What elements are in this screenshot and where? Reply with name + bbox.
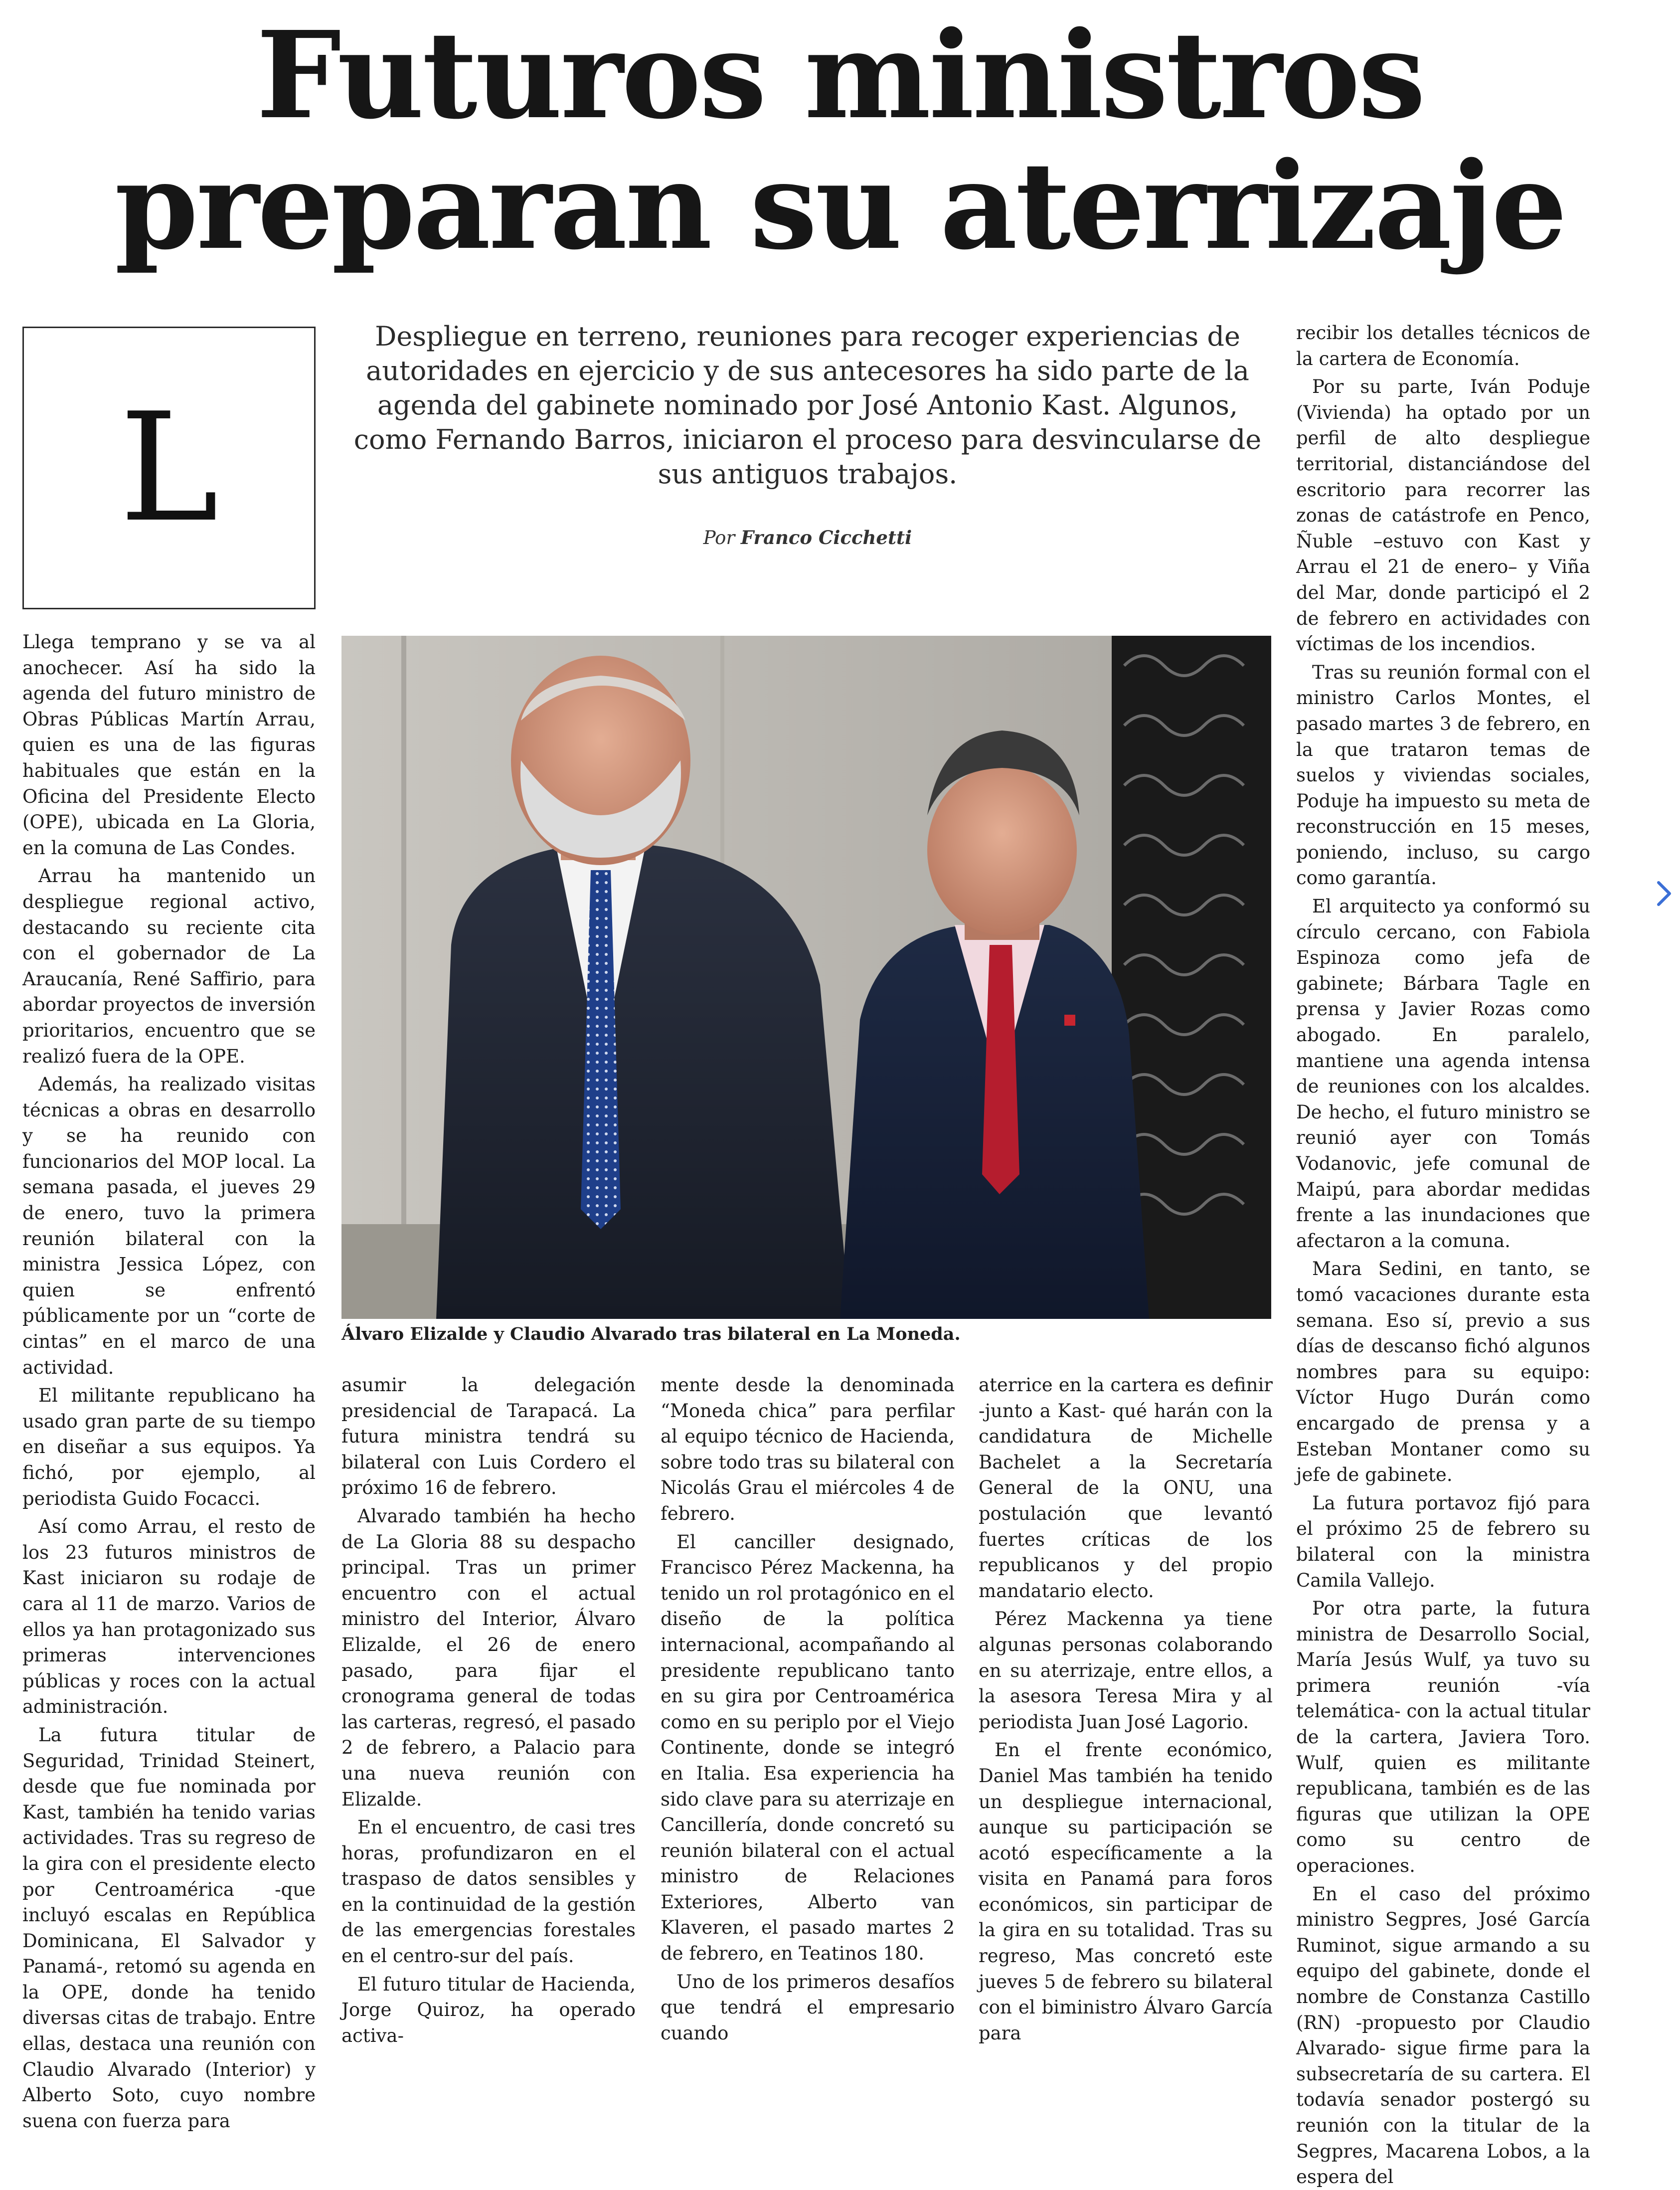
body-column-1 [22, 629, 316, 2132]
paragraph: Arrau ha mantenido un despliegue regional activo, destacando su reciente cita con el gobernador de La Araucanía, René Saffirio, para abordar proyectos de inversión prioritarios, encuentro que se realizó fuera de la OPE. [22, 865, 316, 1067]
paragraph: El futuro titular de Hacienda, Jorge Quiroz, ha operado activa- [341, 1973, 636, 2046]
paragraph: mente desde la denominada “Moneda chica” para perfilar al equipo técnico de Hacienda, sobre todo tras su bilateral con Nicolás Grau el miércoles 4 de febrero. [661, 1374, 955, 1524]
paragraph: asumir la delegación presidencial de Tarapacá. La futura ministra tendrá su bilateral con Luis Cordero el próximo 16 de febrero. [341, 1374, 636, 1499]
paragraph: En el caso del próximo ministro Segpres, José García Ruminot, sigue armando a su equipo del gabinete, donde el nombre de Constanza Castillo (RN) -propuesto por Claudio Alvarado- sigue firme para la subsecretaría de su cartera. El todavía senador postergó su reunión con la titular de la Segpres, Macarena Lobos, a la espera del [1296, 1883, 1590, 2188]
paragraph: Tras su reunión formal con el ministro Carlos Montes, el pasado martes 3 de febrero, en la que trataron temas de suelos y viviendas sociales, Poduje ha impuesto su meta de reconstrucción en 15 meses, poniendo, incluso, su cargo como garantía. [1296, 661, 1590, 889]
paragraph: La futura portavoz fijó para el próximo 25 de febrero su bilateral con la ministra Camila Vallejo. [1296, 1492, 1590, 1591]
paragraph: Así como Arrau, el resto de los 23 futuros ministros de Kast iniciaron su rodaje de cara al 11 de marzo. Varios de ellos ya han protagonizado sus primeras intervenciones públicas y roces con la actual administración. [22, 1516, 316, 1718]
standfirst: Despliegue en terreno, reuniones para recoger experiencias de autoridades en ejercicio y de sus antecesores ha sido parte de la agenda del gabinete nominado por José Antonio Kast. Algunos, como Fernando Barros, iniciaron el proceso para desvincularse de sus antiguos trabajos. [353, 321, 1262, 490]
photo-caption: Álvaro Elizalde y Claudio Alvarado tras bilateral en La Moneda. [341, 1324, 961, 1344]
paragraph: Llega temprano y se va al anochecer. Así ha sido la agenda del futuro ministro de Obras Públicas Martín Arrau, quien es una de las figuras habituales que están en la Oficina del Presidente Electo (OPE), ubicada en La Gloria, en la comuna de Las Condes. [22, 631, 316, 859]
body-column-5 [1296, 320, 1590, 2188]
paragraph: Mara Sedini, en tanto, se tomó vacaciones durante esta semana. Eso sí, previo a sus días de descanso fichó algunos nombres para su equipo: Víctor Hugo Durán como encargado de prensa y a Esteban Montaner como su jefe de gabinete. [1296, 1258, 1590, 1486]
dropcap-letter: L [119, 380, 219, 555]
paragraph: Por su parte, Iván Poduje (Vivienda) ha optado por un perfil de alto despliegue territorial, distanciándose del escritorio para recorrer las zonas de catástrofe en Penco, Ñuble –estuvo con Kast y Arrau el 21 de enero– y Viña del Mar, donde participó el 2 de febrero en actividades con víctimas de los incendios. [1296, 376, 1590, 655]
paragraph: En el frente económico, Daniel Mas también ha tenido un despliegue internacional, aunque su participación se acotó específicamente a la visita en Panamá para foros económicos, sin participar de la gira en su totalidad. Tras su regreso, Mas concretó este jueves 5 de febrero su bilateral con el biministro Álvaro García para [979, 1739, 1273, 2044]
paragraph: Además, ha realizado visitas técnicas a obras en desarrollo y se ha reunido con funcionarios del MOP local. La semana pasada, el jueves 29 de enero, tuvo la primera reunión bilateral con la ministra Jessica López, con quien se enfrentó públicamente por un “corte de cintas” en el marco de una actividad. [22, 1074, 316, 1378]
paragraph: El arquitecto ya conformó su círculo cercano, con Fabiola Espinoza como jefa de gabinete; Bárbara Tagle en prensa y Javier Rozas como abogado. En paralelo, mantiene una agenda intensa de reuniones con los alcaldes. De hecho, el futuro ministro se reunió ayer con Tomás Vodanovic, jefe comunal de Maipú, para abordar medidas frente a las inundaciones que afectaron a la comuna. [1296, 896, 1590, 1252]
dropcap-box [22, 327, 316, 609]
paragraph: El militante republicano ha usado gran parte de su tiempo en diseñar a sus equipos. Ya fichó, por ejemplo, al periodista Guido Focacci. [22, 1385, 316, 1509]
body-column-2 [341, 1372, 636, 2046]
headline [0, 5, 1680, 276]
byline-prefix: Por [703, 527, 735, 548]
paragraph: Pérez Mackenna ya tiene algunas personas colaborando en su aterrizaje, entre ellos, a la asesora Teresa Mira y al periodista Juan José Lagorio. [979, 1608, 1273, 1733]
photo-illustration [341, 636, 1271, 1319]
article-photo [341, 636, 1271, 1319]
body-column-3 [661, 1372, 955, 2044]
paragraph: El canciller designado, Francisco Pérez Mackenna, ha tenido un rol protagónico en el diseño de la política internacional, acompañando al presidente republicano tanto en su gira por Centroamérica como en su periplo por el Viejo Continente, donde se integró en Italia. Esa experiencia ha sido clave para su aterrizaje en Cancillería, donde concretó su reunión bilateral con el actual ministro de Relaciones Exteriores, Alberto van Klaveren, el pasado martes 2 de febrero, en Teatinos 180. [661, 1531, 955, 1965]
byline-author: Franco Cicchetti [740, 527, 912, 548]
byline [648, 527, 967, 548]
chevron-right-icon [1651, 879, 1676, 909]
paragraph: Por otra parte, la futura ministra de Desarrollo Social, María Jesús Wulf, ya tuvo su primera reunión -vía telemática- con la actual titular de la cartera, Javiera Toro. Wulf, quien es militante republicana, también es de las figuras que utilizan la OPE como su centro de operaciones. [1296, 1598, 1590, 1877]
paragraph: Uno de los primeros desafíos que tendrá el empresario cuando [661, 1971, 955, 2044]
headline-line-1: Futuros ministros [256, 5, 1424, 146]
paragraph: En el encuentro, de casi tres horas, profundizaron en el traspaso de datos sensibles y en la continuidad de la gestión de las emergencias forestales en el centro-sur del país. [341, 1817, 636, 1967]
paragraph: aterrice en la cartera es definir -junto a Kast- qué harán con la candidatura de Michelle Bachelet a la Secretaría General de la ONU, una postulación que levantó fuertes críticas de los republicanos y del propio mandatario electo. [979, 1374, 1273, 1602]
paragraph: La futura titular de Seguridad, Trinidad Steinert, desde que fue nominada por Kast, también ha tenido varias actividades. Tras su regreso de la gira con el presidente electo por Centroamérica -que incluyó escalas en República Dominicana, El Salvador y Panamá-, retomó su agenda en la OPE, donde ha tenido diversas citas de trabajo. Entre ellas, destaca una reunión con Claudio Alvarado (Interior) y Alberto Soto, cuyo nombre suena con fuerza para [22, 1724, 316, 2132]
next-page-button[interactable] [1651, 879, 1676, 909]
paragraph: recibir los detalles técnicos de la cartera de Economía. [1296, 322, 1590, 369]
body-column-4 [979, 1372, 1273, 2044]
headline-line-2: preparan su aterrizaje [115, 136, 1565, 276]
paragraph: Alvarado también ha hecho de La Gloria 88 su despacho principal. Tras un primer encuentro con el actual ministro del Interior, Álvaro Elizalde, el 26 de enero pasado, para fijar el cronograma general de todas las carteras, regresó, el pasado 2 de febrero, a Palacio para una nueva reunión con Elizalde. [341, 1505, 636, 1810]
